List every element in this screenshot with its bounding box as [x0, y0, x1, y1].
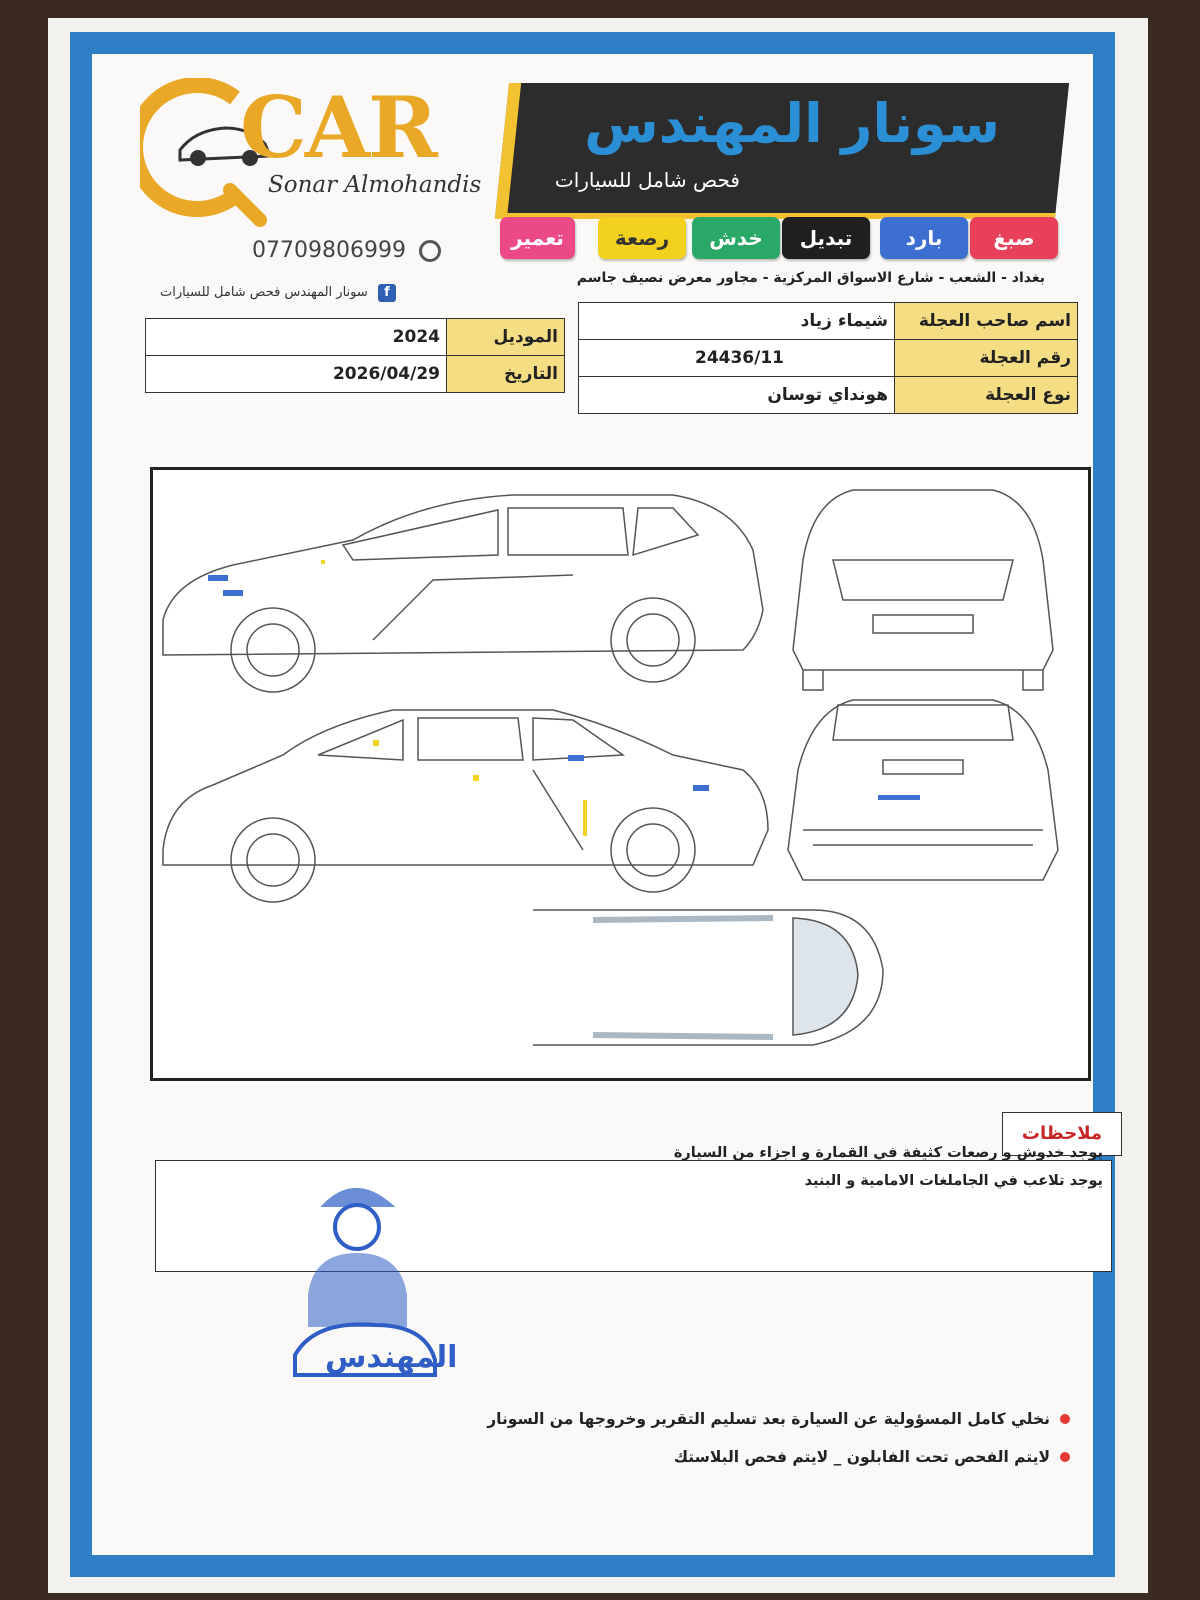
- legend-chip: تعمير: [500, 217, 575, 259]
- type-value: هونداي توسان: [579, 377, 895, 414]
- date-value: 2026/04/29: [146, 356, 447, 393]
- legend-chip: تبديل: [782, 217, 870, 259]
- whatsapp-icon: [419, 240, 441, 262]
- type-label: نوع العجلة: [895, 377, 1078, 414]
- footer-line-2: [370, 1448, 1070, 1466]
- plate-label: رقم العجلة: [895, 340, 1078, 377]
- info-row-date: [146, 356, 565, 393]
- plate-value: 24436/11: [579, 340, 895, 377]
- facebook-link[interactable]: [160, 284, 396, 302]
- car-outlines: [153, 470, 1088, 1078]
- address: بغداد - الشعب - شارع الاسواق المركزية - مجاور معرض نصيف جاسم: [576, 270, 1045, 286]
- legend-chip: صبغ: [970, 217, 1058, 259]
- note-line-1: يوجد خدوش و رصعات كثيفة في القمارة و اجزاء من السيارة: [673, 1145, 1103, 1161]
- banner-title: سونار المهندس: [584, 92, 1000, 155]
- car-rear-view: [788, 700, 1058, 880]
- car-side-view-right: [163, 495, 763, 692]
- logo-subtitle: Sonar Almohandis: [268, 172, 482, 198]
- car-damage-diagram: [150, 467, 1091, 1081]
- damage-marks: [208, 560, 920, 836]
- banner-subtitle: فحص شامل للسيارات: [554, 168, 740, 192]
- bullet-icon: [1060, 1414, 1070, 1424]
- note-line-2: يوجد تلاعب في الجاملغات الامامية و البنيد: [804, 1173, 1103, 1189]
- info-row-plate: [579, 340, 1078, 377]
- phone-number[interactable]: [252, 238, 441, 263]
- info-row-model: [146, 319, 565, 356]
- vehicle-info-table: [578, 302, 1078, 414]
- footer-line-1: [370, 1410, 1070, 1428]
- legend-chip: بارد: [880, 217, 968, 259]
- facebook-icon: f: [378, 284, 396, 302]
- logo-text: CAR: [240, 78, 436, 177]
- model-value: 2024: [146, 319, 447, 356]
- model-label: الموديل: [447, 319, 565, 356]
- legend-chip: خدش: [692, 217, 780, 259]
- footer-text-1: نخلي كامل المسؤولية عن السيارة بعد تسليم التقرير وخروجها من السونار: [487, 1410, 1050, 1428]
- info-row-type: [579, 377, 1078, 414]
- footer-text-2: لايتم الفحص تحت الفابلون _ لايتم فحص البلاستك: [673, 1448, 1050, 1466]
- facebook-text: سونار المهندس فحص شامل للسيارات: [160, 285, 368, 300]
- stamp-text: المهندس: [325, 1340, 458, 1375]
- owner-value: شيماء زياد: [579, 303, 895, 340]
- bullet-icon: [1060, 1452, 1070, 1462]
- phone-text: 07709806999: [252, 238, 406, 263]
- car-side-view-left: [163, 710, 768, 902]
- date-label: التاريخ: [447, 356, 565, 393]
- notes-title: ملاحظات: [1002, 1112, 1122, 1156]
- model-date-table: [145, 318, 565, 393]
- legend-chip: رصعة: [598, 217, 686, 259]
- company-stamp: [285, 1175, 458, 1405]
- owner-label: اسم صاحب العجلة: [895, 303, 1078, 340]
- info-row-owner: [579, 303, 1078, 340]
- car-front-view: [793, 490, 1053, 690]
- car-top-view: [533, 910, 883, 1045]
